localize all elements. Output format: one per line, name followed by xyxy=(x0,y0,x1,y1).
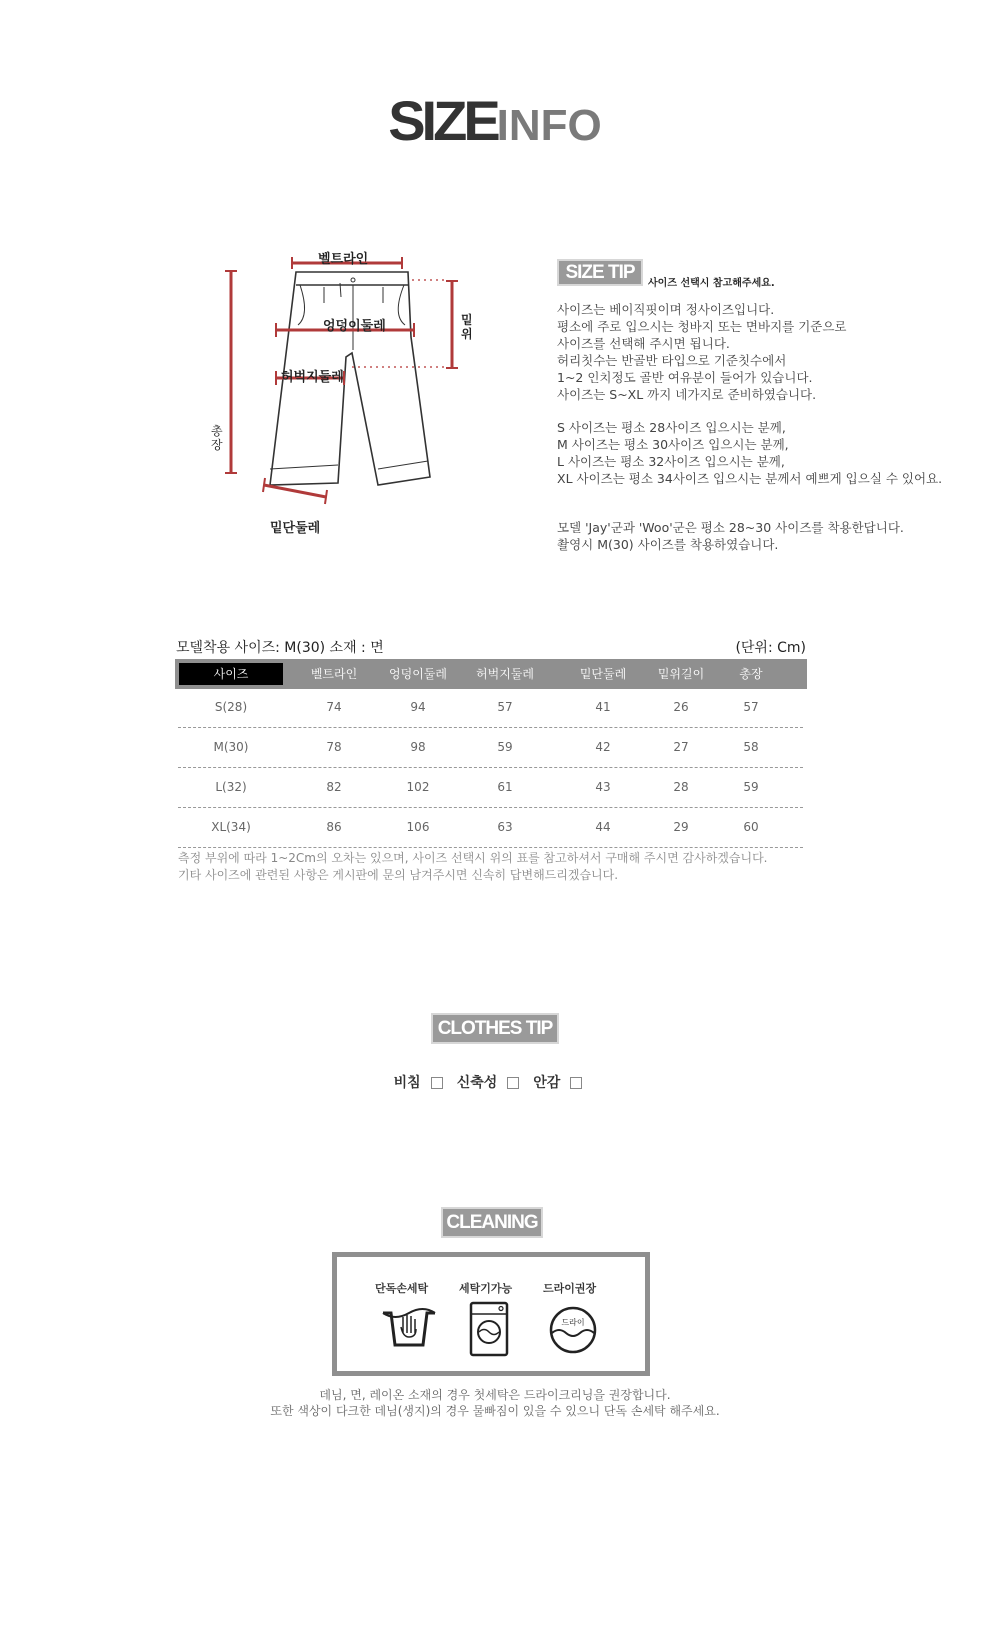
clothes-tip-badge: CLOTHES TIP xyxy=(431,1013,559,1044)
col-hip: 엉덩이둘레 xyxy=(389,667,447,681)
label-belt-line: 벨트라인 xyxy=(318,252,369,267)
option-transparency: 비침 xyxy=(393,1075,421,1091)
table-row: M(30) 78 98 59 42 27 58 xyxy=(213,740,759,754)
table-notes xyxy=(178,850,767,884)
unit-label: (단위: Cm) xyxy=(735,640,806,656)
tip-line: 허리칫수는 반골반 타입으로 기준칫수에서 xyxy=(557,353,787,368)
pants-measurement-diagram xyxy=(200,245,460,550)
size-tip-badge: SIZE TIP xyxy=(557,259,643,286)
col-hem: 밑단둘레 xyxy=(579,667,627,681)
label-total-length: 총장 xyxy=(211,424,223,452)
tip-line: 사이즈는 베이직핏이며 정사이즈입니다. xyxy=(557,302,775,317)
cleaning-notes xyxy=(0,1387,990,1419)
col-rise: 밑위길이 xyxy=(657,667,705,681)
cleaning-note: 데님, 면, 레이온 소재의 경우 첫세탁은 드라이크리닝을 권장합니다. xyxy=(319,1388,671,1402)
tip-size-line: M 사이즈는 평소 30사이즈 입으시는 분께, xyxy=(557,437,789,452)
col-belt-line: 벨트라인 xyxy=(310,667,358,681)
option-stretch: 신축성 xyxy=(456,1075,498,1091)
transparency-checkbox xyxy=(431,1077,443,1089)
label-thigh: 허벅지둘레 xyxy=(281,370,344,385)
size-table-header xyxy=(175,659,807,689)
dry-clean-icon xyxy=(545,1303,601,1357)
care-label-dry-clean: 드라이권장 xyxy=(543,1282,597,1295)
care-label-hand-wash: 단독손세탁 xyxy=(375,1282,429,1295)
table-row: S(28) 74 94 57 41 26 57 xyxy=(214,700,759,714)
option-lining: 안감 xyxy=(533,1075,561,1091)
table-row: XL(34) 86 106 63 44 29 60 xyxy=(211,820,759,834)
table-note: 기타 사이즈에 관련된 사항은 게시판에 문의 남겨주시면 신속히 답변해드리겠습니다. xyxy=(178,868,619,882)
col-size: 사이즈 xyxy=(179,663,283,685)
care-label-machine-wash: 세탁기가능 xyxy=(459,1282,513,1295)
care-instructions-box xyxy=(332,1252,650,1376)
row-divider xyxy=(178,847,803,848)
title-size: SIZE xyxy=(388,89,497,152)
size-tip-note: 사이즈 선택시 참고해주세요. xyxy=(648,278,775,289)
tip-line: 사이즈를 선택해 주시면 됩니다. xyxy=(557,336,730,351)
stretch-checkbox xyxy=(507,1077,519,1089)
tip-size-line: XL 사이즈는 평소 34사이즈 입으시는 분께서 예쁘게 입으실 수 있어요. xyxy=(557,471,943,486)
washing-machine-icon xyxy=(467,1300,513,1358)
tip-model-line: 촬영시 M(30) 사이즈를 착용하였습니다. xyxy=(557,537,779,552)
page-title xyxy=(0,88,990,153)
cleaning-badge: CLEANING xyxy=(441,1207,543,1238)
lining-checkbox xyxy=(570,1077,582,1089)
clothes-tip-options xyxy=(0,1072,990,1092)
dry-clean-icon-text: 드라이 xyxy=(561,1318,585,1327)
col-thigh: 허벅지둘레 xyxy=(476,667,534,681)
cleaning-note: 또한 색상이 다크한 데님(생지)의 경우 물빠짐이 있을 수 있으니 단독 손세탁 해주세요. xyxy=(270,1404,720,1418)
tip-model-line: 모델 'Jay'군과 'Woo'군은 평소 28~30 사이즈를 착용한답니다. xyxy=(557,520,904,535)
label-rise: 밑위 xyxy=(461,313,473,341)
tip-line: 사이즈는 S~XL 까지 네가지로 준비하였습니다. xyxy=(557,387,817,402)
label-hip: 엉덩이둘레 xyxy=(323,319,386,334)
table-note: 측정 부위에 따라 1~2Cm의 오차는 있으며, 사이즈 선택시 위의 표를 참고하셔서 구매해 주시면 감사하겠습니다. xyxy=(178,851,768,865)
label-hem: 밑단둘레 xyxy=(270,521,321,536)
table-row: L(32) 82 102 61 43 28 59 xyxy=(215,780,759,794)
tip-size-line: S 사이즈는 평소 28사이즈 입으시는 분께, xyxy=(557,420,786,435)
hand-wash-icon xyxy=(379,1305,439,1351)
size-tip-text xyxy=(557,301,942,553)
tip-line: 1~2 인치정도 골반 여유분이 들어가 있습니다. xyxy=(557,370,813,385)
model-size-info: 모델착용 사이즈: M(30) 소재 : 면 xyxy=(176,640,384,656)
tip-size-line: L 사이즈는 평소 32사이즈 입으시는 분께, xyxy=(557,454,785,469)
tip-line: 평소에 주로 입으시는 청바지 또는 면바지를 기준으로 xyxy=(557,319,847,334)
col-total-length: 총장 xyxy=(739,667,763,681)
title-info: INFO xyxy=(496,101,602,150)
